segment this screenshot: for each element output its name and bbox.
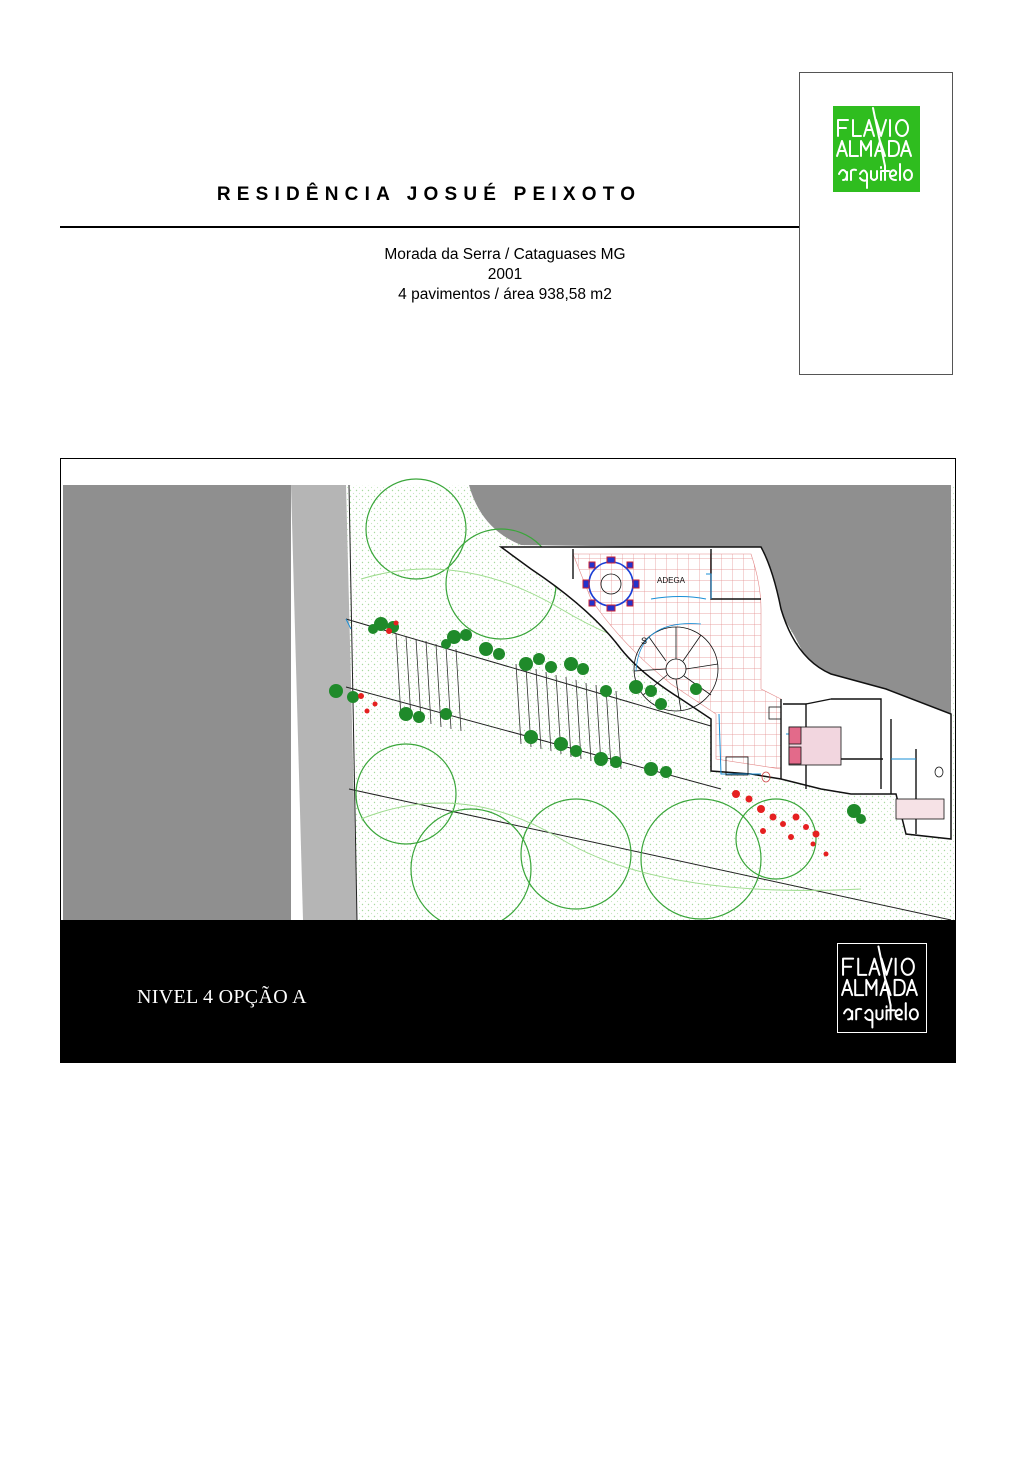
neighbour-block-left — [63, 485, 291, 920]
floor-plan-figure — [60, 458, 956, 1063]
architect-logo — [833, 106, 920, 192]
floor-plan-drawing — [61, 459, 956, 920]
project-info — [255, 245, 755, 305]
project-year: 2001 — [487, 266, 523, 283]
logo-mark-white-icon — [838, 944, 926, 1032]
level-label: NIVEL 4 OPÇÃO A — [137, 986, 307, 1008]
project-title: RESIDÊNCIA JOSUÉ PEIXOTO — [216, 184, 642, 205]
room-label-adega: ADEGA — [657, 576, 686, 585]
stair-direction-label: S — [641, 636, 648, 646]
bed — [789, 727, 841, 765]
band-logo — [837, 943, 927, 1033]
project-location: Morada da Serra / Cataguases MG — [384, 246, 626, 263]
project-details: 4 pavimentos / área 938,58 m2 — [398, 286, 612, 303]
logo-panel — [799, 72, 953, 375]
logo-mark-icon — [833, 106, 920, 192]
